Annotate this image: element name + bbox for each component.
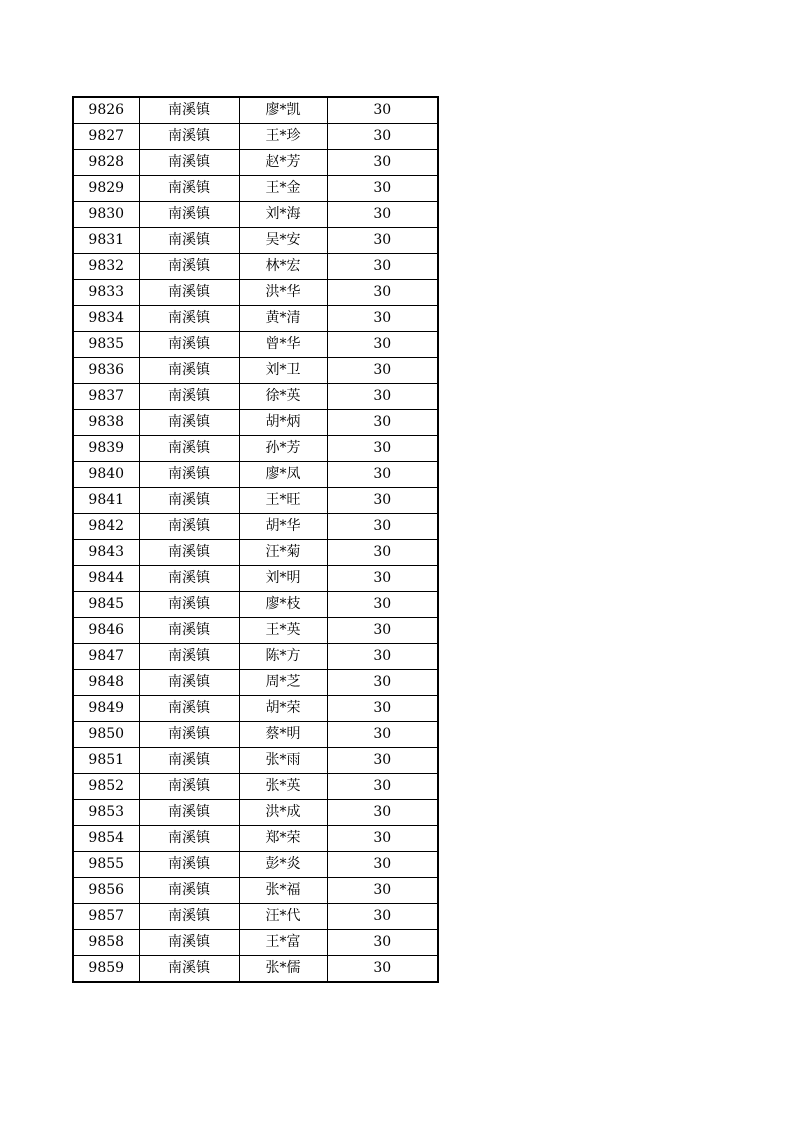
row-number-cell: 9839 [73,436,139,462]
amount-cell: 30 [327,384,438,410]
name-cell: 张*雨 [239,748,327,774]
amount-cell: 30 [327,930,438,956]
town-cell: 南溪镇 [139,436,239,462]
table-row [73,774,438,800]
name-cell: 吴*安 [239,228,327,254]
row-number-cell: 9833 [73,280,139,306]
amount-cell: 30 [327,124,438,150]
table-row [73,566,438,592]
name-cell: 廖*凤 [239,462,327,488]
row-number-cell: 9858 [73,930,139,956]
row-number-cell: 9826 [73,97,139,124]
table-row [73,904,438,930]
table-row [73,410,438,436]
table-row [73,358,438,384]
name-cell: 王*旺 [239,488,327,514]
table-row [73,618,438,644]
row-number-cell: 9854 [73,826,139,852]
row-number-cell: 9840 [73,462,139,488]
name-cell: 孙*芳 [239,436,327,462]
town-cell: 南溪镇 [139,540,239,566]
row-number-cell: 9829 [73,176,139,202]
table-row [73,930,438,956]
name-cell: 汪*菊 [239,540,327,566]
name-cell: 黄*清 [239,306,327,332]
table-row [73,514,438,540]
town-cell: 南溪镇 [139,280,239,306]
town-cell: 南溪镇 [139,124,239,150]
amount-cell: 30 [327,800,438,826]
amount-cell: 30 [327,332,438,358]
name-cell: 胡*华 [239,514,327,540]
town-cell: 南溪镇 [139,644,239,670]
roster-table [72,96,439,983]
amount-cell: 30 [327,774,438,800]
name-cell: 王*富 [239,930,327,956]
amount-cell: 30 [327,358,438,384]
row-number-cell: 9855 [73,852,139,878]
table-row [73,280,438,306]
row-number-cell: 9850 [73,722,139,748]
row-number-cell: 9834 [73,306,139,332]
amount-cell: 30 [327,696,438,722]
amount-cell: 30 [327,97,438,124]
name-cell: 彭*炎 [239,852,327,878]
amount-cell: 30 [327,878,438,904]
name-cell: 王*金 [239,176,327,202]
name-cell: 刘*明 [239,566,327,592]
name-cell: 王*珍 [239,124,327,150]
row-number-cell: 9856 [73,878,139,904]
name-cell: 廖*枝 [239,592,327,618]
table-row [73,254,438,280]
town-cell: 南溪镇 [139,488,239,514]
table-row [73,826,438,852]
table-row [73,878,438,904]
town-cell: 南溪镇 [139,384,239,410]
row-number-cell: 9828 [73,150,139,176]
row-number-cell: 9851 [73,748,139,774]
amount-cell: 30 [327,488,438,514]
town-cell: 南溪镇 [139,904,239,930]
amount-cell: 30 [327,904,438,930]
name-cell: 洪*华 [239,280,327,306]
town-cell: 南溪镇 [139,176,239,202]
amount-cell: 30 [327,514,438,540]
name-cell: 曾*华 [239,332,327,358]
row-number-cell: 9843 [73,540,139,566]
town-cell: 南溪镇 [139,462,239,488]
table-row [73,592,438,618]
town-cell: 南溪镇 [139,800,239,826]
table-row [73,956,438,983]
name-cell: 张*英 [239,774,327,800]
roster-table-body [73,97,438,982]
name-cell: 林*宏 [239,254,327,280]
table-row [73,696,438,722]
town-cell: 南溪镇 [139,618,239,644]
town-cell: 南溪镇 [139,722,239,748]
row-number-cell: 9836 [73,358,139,384]
town-cell: 南溪镇 [139,592,239,618]
town-cell: 南溪镇 [139,150,239,176]
amount-cell: 30 [327,852,438,878]
table-row [73,176,438,202]
amount-cell: 30 [327,956,438,983]
town-cell: 南溪镇 [139,202,239,228]
row-number-cell: 9832 [73,254,139,280]
row-number-cell: 9859 [73,956,139,983]
row-number-cell: 9846 [73,618,139,644]
amount-cell: 30 [327,670,438,696]
table-row [73,488,438,514]
table-row [73,228,438,254]
town-cell: 南溪镇 [139,696,239,722]
name-cell: 刘*卫 [239,358,327,384]
row-number-cell: 9837 [73,384,139,410]
amount-cell: 30 [327,436,438,462]
table-row [73,436,438,462]
town-cell: 南溪镇 [139,878,239,904]
row-number-cell: 9831 [73,228,139,254]
amount-cell: 30 [327,176,438,202]
row-number-cell: 9844 [73,566,139,592]
table-row [73,150,438,176]
town-cell: 南溪镇 [139,930,239,956]
table-row [73,540,438,566]
town-cell: 南溪镇 [139,514,239,540]
town-cell: 南溪镇 [139,228,239,254]
table-row [73,644,438,670]
amount-cell: 30 [327,826,438,852]
town-cell: 南溪镇 [139,748,239,774]
name-cell: 胡*炳 [239,410,327,436]
row-number-cell: 9841 [73,488,139,514]
amount-cell: 30 [327,644,438,670]
amount-cell: 30 [327,722,438,748]
row-number-cell: 9838 [73,410,139,436]
table-row [73,748,438,774]
town-cell: 南溪镇 [139,774,239,800]
name-cell: 陈*方 [239,644,327,670]
row-number-cell: 9827 [73,124,139,150]
row-number-cell: 9853 [73,800,139,826]
table-row [73,124,438,150]
amount-cell: 30 [327,540,438,566]
name-cell: 徐*英 [239,384,327,410]
town-cell: 南溪镇 [139,956,239,983]
name-cell: 蔡*明 [239,722,327,748]
amount-cell: 30 [327,150,438,176]
amount-cell: 30 [327,280,438,306]
town-cell: 南溪镇 [139,566,239,592]
amount-cell: 30 [327,462,438,488]
town-cell: 南溪镇 [139,306,239,332]
name-cell: 胡*荣 [239,696,327,722]
amount-cell: 30 [327,202,438,228]
table-row [73,332,438,358]
name-cell: 廖*凯 [239,97,327,124]
row-number-cell: 9857 [73,904,139,930]
name-cell: 郑*荣 [239,826,327,852]
name-cell: 洪*成 [239,800,327,826]
amount-cell: 30 [327,748,438,774]
town-cell: 南溪镇 [139,410,239,436]
table-row [73,800,438,826]
name-cell: 张*福 [239,878,327,904]
row-number-cell: 9849 [73,696,139,722]
amount-cell: 30 [327,566,438,592]
amount-cell: 30 [327,592,438,618]
amount-cell: 30 [327,410,438,436]
amount-cell: 30 [327,228,438,254]
amount-cell: 30 [327,618,438,644]
amount-cell: 30 [327,254,438,280]
row-number-cell: 9830 [73,202,139,228]
table-row [73,384,438,410]
town-cell: 南溪镇 [139,332,239,358]
table-row [73,306,438,332]
table-row [73,722,438,748]
table-row [73,202,438,228]
table-row [73,97,438,124]
table-row [73,670,438,696]
table-row [73,852,438,878]
town-cell: 南溪镇 [139,670,239,696]
row-number-cell: 9847 [73,644,139,670]
row-number-cell: 9852 [73,774,139,800]
name-cell: 王*英 [239,618,327,644]
name-cell: 周*芝 [239,670,327,696]
name-cell: 汪*代 [239,904,327,930]
town-cell: 南溪镇 [139,358,239,384]
name-cell: 赵*芳 [239,150,327,176]
table-row [73,462,438,488]
row-number-cell: 9842 [73,514,139,540]
amount-cell: 30 [327,306,438,332]
row-number-cell: 9848 [73,670,139,696]
name-cell: 张*儒 [239,956,327,983]
name-cell: 刘*海 [239,202,327,228]
row-number-cell: 9845 [73,592,139,618]
town-cell: 南溪镇 [139,254,239,280]
town-cell: 南溪镇 [139,826,239,852]
town-cell: 南溪镇 [139,97,239,124]
row-number-cell: 9835 [73,332,139,358]
town-cell: 南溪镇 [139,852,239,878]
